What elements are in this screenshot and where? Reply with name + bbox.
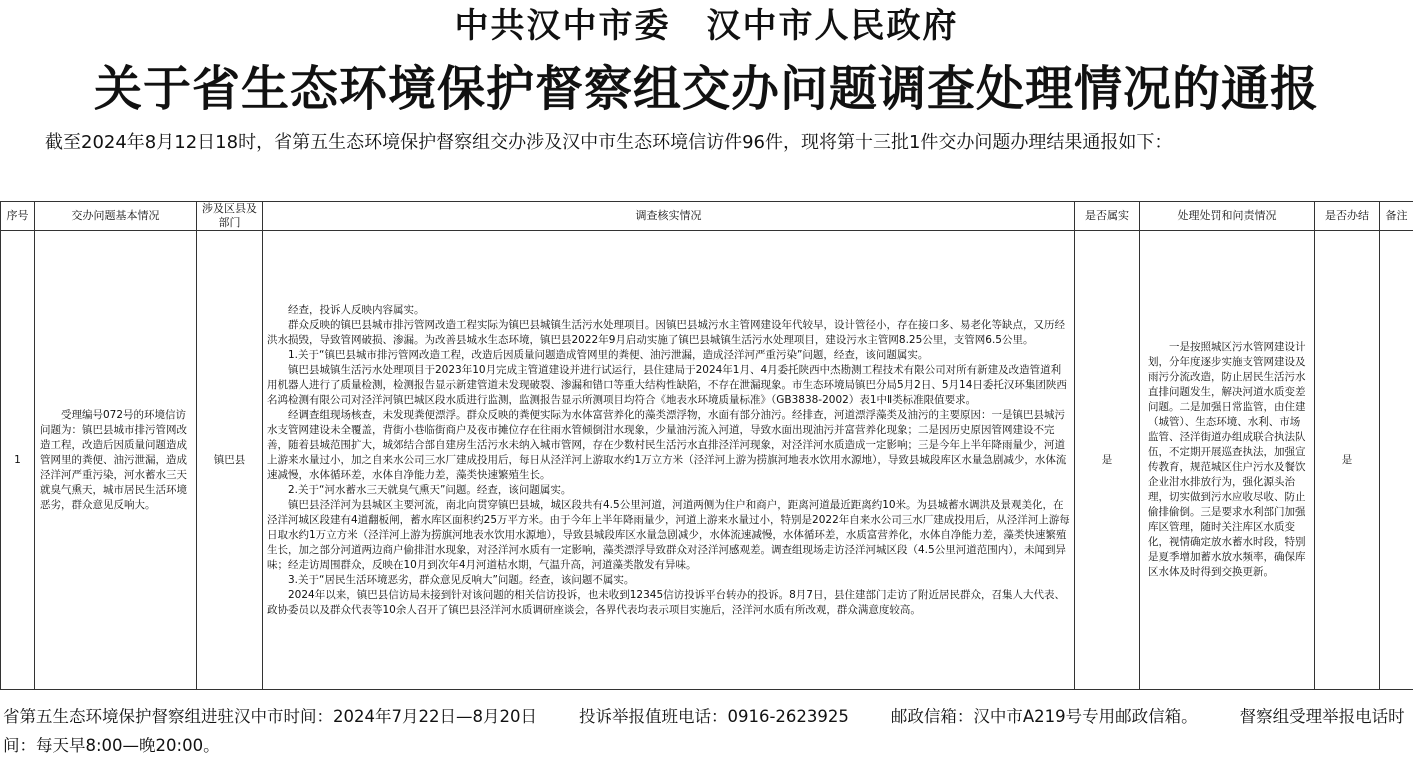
intro-paragraph: 截至2024年8月12日18时，省第五生态环境保护督察组交办涉及汉中市生态环境信访件96件，现将第十三批1件交办问题办理结果通报如下： — [45, 132, 1173, 153]
header-verified: 是否属实 — [1075, 202, 1140, 231]
cell-remark — [1380, 231, 1413, 690]
investigation-paragraph: 群众反映的镇巴县城市排污管网改造工程实际为镇巴县城镇生活污水处理项目。因镇巴县城污水主管网建设年代较早，设计管径小，存在接口多、易老化等缺点，又历经洪水损毁，导致管网破损、渗漏。为改善县城水生态环境，镇巴县2022年9月启动实施了镇巴县城镇生活污水处理项目，建设污水主管网8.25公里，支管网6.5公里。 — [267, 318, 1065, 346]
investigation-paragraph: 2.关于“河水蓄水三天就臭气熏天”问题。经查，该问题属实。 — [288, 483, 572, 496]
header-remark: 备注 — [1380, 202, 1413, 231]
footer-stay-time: 省第五生态环境保护督察组进驻汉中市时间：2024年7月22日—8月20日 — [3, 707, 537, 726]
investigation-paragraph: 镇巴县泾洋河为县城区主要河流，南北向贯穿镇巴县城，城区段共有4.5公里河道，河道两侧为住户和商户，距离河道最近距离约10米。为县城蓄水调洪及景观美化，在泾洋河城区段建有4道翻板闸，蓄水库区面积约25万平方米。由于今年上半年降雨量少，河道上游来水量过小，特别是2022年自来水公司三水厂建成投用后，从泾洋河上游每日取水约1万立方米（泾洋河上游为捞旗河地表水饮用水源地），导致县城段库区水量急剧减少，水体流速减慢，水体循环差，水质富营养化，水体自净能力差，藻类快速繁殖生长，加之部分河道两边商户偷排泔水现象，对泾洋河水质有一定影响，藻类漂浮导致群众对泾洋河感观差。调查组现场走访泾洋河城区段（4.5公里河道范围内），未闻到异味；经走访周围群众，反映在10月到次年4月河道枯水期，气温升高，河道藻类散发有异味。 — [267, 498, 1070, 571]
investigation-paragraph: 2024年以来，镇巴县信访局未接到针对该问题的相关信访投诉，也未收到12345信访投诉平台转办的投诉。8月7日，县住建部门走访了附近居民群众，召集人大代表、政协委员以及群众代表等10余人召开了镇巴县泾洋河水质调研座谈会，各界代表均表示项目实施后，泾洋河水质有所改观，群众满意度较高。 — [267, 588, 1065, 616]
footer-phone: 投诉举报值班电话：0916-2623925 — [578, 707, 849, 726]
investigation-paragraph: 1.关于“镇巴县城市排污管网改造工程，改造后因质量问题造成管网里的粪便、油污泄漏，造成泾洋河严重污染”问题，经查，该问题属实。 — [288, 348, 929, 361]
issuer-title: 中共汉中市委 汉中市人民政府 — [454, 6, 959, 46]
document-title: 关于省生态环境保护督察组交办问题调查处理情况的通报 — [93, 61, 1319, 117]
header-done: 是否办结 — [1315, 202, 1380, 231]
header-handling: 处理处罚和问责情况 — [1140, 202, 1315, 231]
header-region: 涉及区县及部门 — [197, 202, 263, 231]
cell-region: 镇巴县 — [197, 231, 263, 690]
footer-notice — [3, 702, 1413, 760]
investigation-paragraph: 镇巴县城镇生活污水处理项目于2023年10月完成主管道建设并进行试运行，县住建局于2024年1月、4月委托陕西中杰勘测工程技术有限公司对所有新建及改造管道利用机器人进行了质量检测，检测报告显示新建管道未发现破裂、渗漏和错口等重大结构性缺陷，不存在泄漏现象。市生态环境局镇巴分局5月2日、5月14日委托汉环集团陕西名鸿检测有限公司对泾洋河镇巴城区段水质进行监测，监测报告显示所测项目均符合《地表水环境质量标准》（GB3838-2002）表1中Ⅱ类标准限值要求。 — [267, 363, 1067, 406]
cell-done: 是 — [1315, 231, 1380, 690]
investigation-paragraph: 经查，投诉人反映内容属实。 — [288, 303, 425, 316]
footer-hours: 督察组受理举报电话时间：每天早8:00—晚20:00。 — [3, 707, 1405, 755]
header-seq: 序号 — [1, 202, 35, 231]
investigation-paragraph: 3.关于“居民生活环境恶劣，群众意见反响大”问题。经查，该问题不属实。 — [288, 573, 635, 586]
header-basic: 交办问题基本情况 — [35, 202, 197, 231]
cell-handling: 一是按照城区污水管网建设计划，分年度逐步实施支管网建设及雨污分流改造，防止居民生活污水直排问题发生，解决河道水质变差问题。二是加强日常监管，由住建（城管）、生态环境、水利、市场监管、泾洋街道办组成联合执法队伍，不定期开展巡查执法，加强宣传教育，规范城区住户污水及餐饮企业泔水排放行为，强化源头治理，切实做到污水应收尽收、防止偷排偷倒。三是要求水利部门加强库区管理，随时关注库区水质变化，视情确定放水蓄水时段，特别是夏季增加蓄水放水频率，确保库区水体及时得到交换更新。 — [1140, 231, 1315, 690]
cell-basic: 受理编号072号的环境信访问题为：镇巴县城市排污管网改造工程，改造后因质量问题造成管网里的粪便、油污泄漏，造成泾洋河严重污染，河水蓄水三天就臭气熏天，城市居民生活环境恶劣，群众意见反响大。 — [35, 231, 197, 690]
table-row — [1, 231, 1413, 690]
investigation-paragraph: 经调查组现场核查，未发现粪便漂浮。群众反映的粪便实际为水体富营养化的藻类漂浮物，水面有部分油污。经排查，河道漂浮藻类及油污的主要原因：一是镇巴县城污水支管网建设未全覆盖，背街小巷临街商户及夜市摊位存在往雨水管倾倒泔水现象，少量油污流入河道，导致水面出现油污并富营养化现象；二是因历史原因管网建设不完善，随着县城范围扩大，城郊结合部自建房生活污水未纳入城市管网，存在少数村民生活污水直排泾洋河现象，对泾洋河水质造成一定影响；三是今年上半年降雨量少，河道上游来水量过小，加之自来水公司三水厂建成投用后，每日从泾洋河上游取水约1万立方米（泾洋河上游为捞旗河地表水饮用水源地），导致县城段库区水量急剧减少，水体流速减慢，水体循环差，水体自净能力差，藻类快速繁殖生长。 — [267, 408, 1067, 481]
cell-verified: 是 — [1075, 231, 1140, 690]
header-investigation: 调查核实情况 — [263, 202, 1075, 231]
case-table — [0, 201, 1413, 690]
cell-investigation — [263, 231, 1075, 690]
cell-seq: 1 — [1, 231, 35, 690]
footer-mailbox: 邮政信箱：汉中市A219号专用邮政信箱。 — [890, 707, 1198, 726]
table-header-row — [1, 202, 1413, 231]
